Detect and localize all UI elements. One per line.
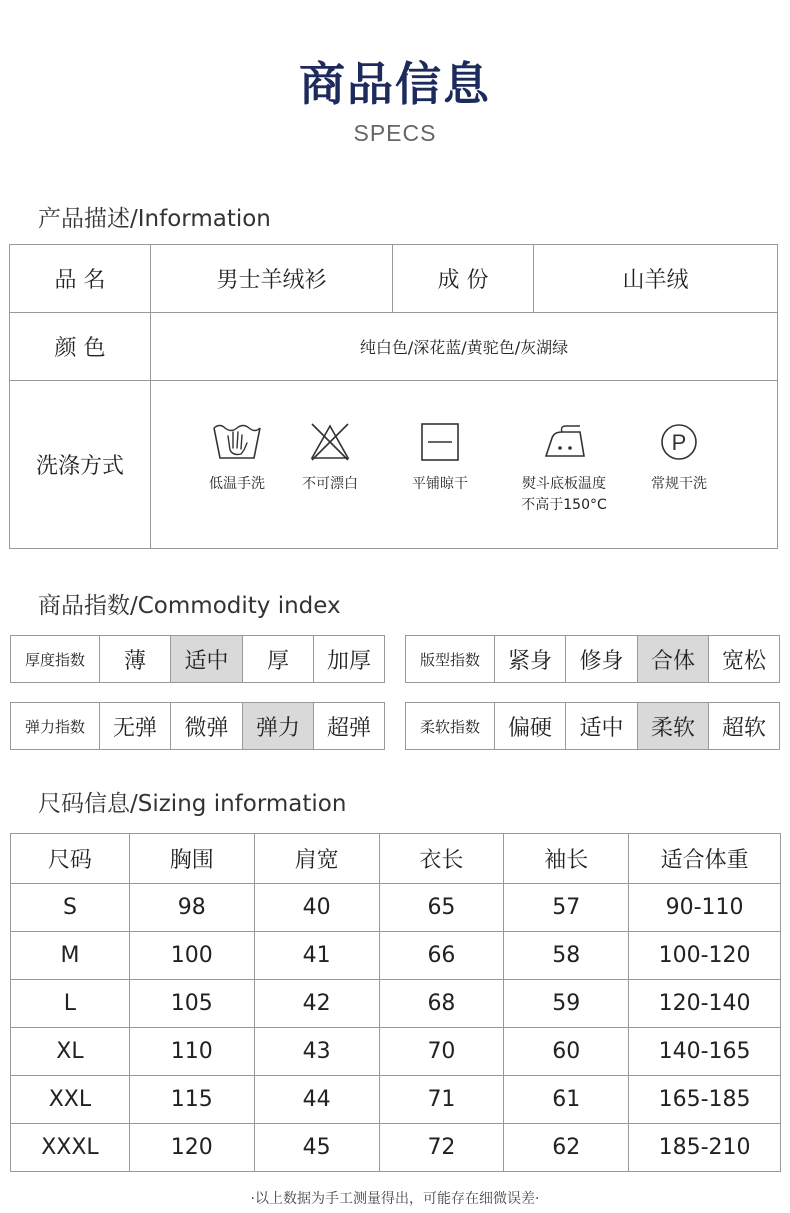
index-option: 薄 [99, 636, 170, 682]
table-cell: 72 [379, 1124, 504, 1172]
table-cell: 90-110 [629, 884, 781, 932]
table-cell: 62 [504, 1124, 629, 1172]
table-cell: 66 [379, 932, 504, 980]
info-table [9, 244, 778, 549]
size-table [10, 833, 781, 1172]
table-row [11, 1076, 781, 1124]
table-cell: 165-185 [629, 1076, 781, 1124]
index-option: 加厚 [313, 636, 384, 682]
index-row-thickness [10, 635, 385, 683]
wash-label: 洗涤方式 [35, 454, 124, 479]
index-section-title: 商品指数/Commodity index [38, 593, 341, 619]
table-cell: 61 [504, 1076, 629, 1124]
wash-label-dry-flat: 平铺晾干 [412, 476, 468, 492]
wash-item-iron [504, 420, 624, 516]
index-row-elasticity [10, 702, 385, 750]
material-value: 山羊绒 [622, 268, 689, 293]
measurement-note: ·以上数据为手工测量得出，可能存在细微误差· [250, 1191, 540, 1207]
table-cell: 42 [254, 980, 379, 1028]
table-cell: 70 [379, 1028, 504, 1076]
dry-clean-icon [657, 420, 701, 464]
table-cell: 40 [254, 884, 379, 932]
table-cell: 57 [504, 884, 629, 932]
index-option: 微弹 [170, 703, 242, 749]
header-cell: 衣长 [379, 834, 504, 884]
index-option-selected: 适中 [170, 636, 242, 682]
table-cell: M [11, 932, 130, 980]
index-option: 厚 [242, 636, 313, 682]
table-cell: 140-165 [629, 1028, 781, 1076]
table-row [11, 884, 781, 932]
table-cell: XL [11, 1028, 130, 1076]
index-option-selected: 柔软 [637, 703, 708, 749]
table-row [11, 932, 781, 980]
svg-text:P: P [671, 430, 687, 455]
wash-label-dry-clean: 常规干洗 [651, 476, 707, 492]
material-label: 成 份 [437, 268, 489, 293]
table-row [11, 1028, 781, 1076]
table-cell: 185-210 [629, 1124, 781, 1172]
wash-label-hand-wash: 低温手洗 [209, 476, 265, 492]
table-cell: 68 [379, 980, 504, 1028]
index-label: 厚度指数 [24, 650, 85, 669]
table-cell: 65 [379, 884, 504, 932]
wash-item-dry-clean [619, 420, 739, 495]
no-bleach-icon [308, 420, 352, 464]
page-title: 商品信息 [299, 57, 491, 111]
header-cell: 肩宽 [254, 834, 379, 884]
wash-item-no-bleach [270, 420, 390, 495]
index-option: 超弹 [313, 703, 384, 749]
index-option: 紧身 [494, 636, 565, 682]
table-cell: 98 [129, 884, 254, 932]
index-option: 超软 [708, 703, 779, 749]
table-cell: S [11, 884, 130, 932]
name-label: 品 名 [54, 268, 106, 293]
wash-label-no-bleach: 不可漂白 [302, 476, 358, 492]
index-option: 修身 [565, 636, 637, 682]
page-subtitle: SPECS [353, 120, 437, 146]
table-cell: XXL [11, 1076, 130, 1124]
table-cell: XXXL [11, 1124, 130, 1172]
table-cell: 45 [254, 1124, 379, 1172]
table-cell: 100-120 [629, 932, 781, 980]
index-option: 偏硬 [494, 703, 565, 749]
name-value: 男士羊绒衫 [216, 268, 327, 293]
wash-item-dry-flat [380, 420, 500, 495]
table-cell: 71 [379, 1076, 504, 1124]
table-cell: 59 [504, 980, 629, 1028]
index-option: 无弹 [99, 703, 170, 749]
index-option: 宽松 [708, 636, 779, 682]
table-cell: 58 [504, 932, 629, 980]
table-cell: 110 [129, 1028, 254, 1076]
index-option-selected: 弹力 [242, 703, 313, 749]
index-label: 版型指数 [419, 650, 480, 669]
index-label: 弹力指数 [24, 717, 85, 736]
index-option: 适中 [565, 703, 637, 749]
table-cell: 100 [129, 932, 254, 980]
table-cell: 41 [254, 932, 379, 980]
table-cell: L [11, 980, 130, 1028]
table-cell: 44 [254, 1076, 379, 1124]
table-cell: 105 [129, 980, 254, 1028]
table-cell: 115 [129, 1076, 254, 1124]
header-cell: 适合体重 [629, 834, 781, 884]
index-row-fit [405, 635, 780, 683]
header-cell: 尺码 [11, 834, 130, 884]
wash-label-iron-line1: 熨斗底板温度 [522, 476, 606, 492]
info-section-title: 产品描述/Information [38, 206, 271, 232]
size-table-header [11, 834, 781, 884]
table-cell: 120-140 [629, 980, 781, 1028]
wash-label-iron [504, 474, 624, 516]
index-label: 柔软指数 [419, 717, 480, 736]
index-option-selected: 合体 [637, 636, 708, 682]
table-row [11, 1124, 781, 1172]
dry-flat-icon [418, 420, 462, 464]
table-cell: 120 [129, 1124, 254, 1172]
wash-label-iron-line2: 不高于150°C [521, 497, 607, 513]
index-row-softness [405, 702, 780, 750]
sizing-section-title: 尺码信息/Sizing information [38, 791, 347, 817]
table-cell: 43 [254, 1028, 379, 1076]
color-value: 纯白色/深花蓝/黄驼色/灰湖绿 [359, 338, 569, 357]
hand-wash-icon [211, 420, 263, 464]
header-cell: 袖长 [504, 834, 629, 884]
header-cell: 胸围 [129, 834, 254, 884]
color-label: 颜 色 [54, 336, 106, 361]
iron-icon [540, 420, 588, 464]
table-cell: 60 [504, 1028, 629, 1076]
table-row [11, 980, 781, 1028]
